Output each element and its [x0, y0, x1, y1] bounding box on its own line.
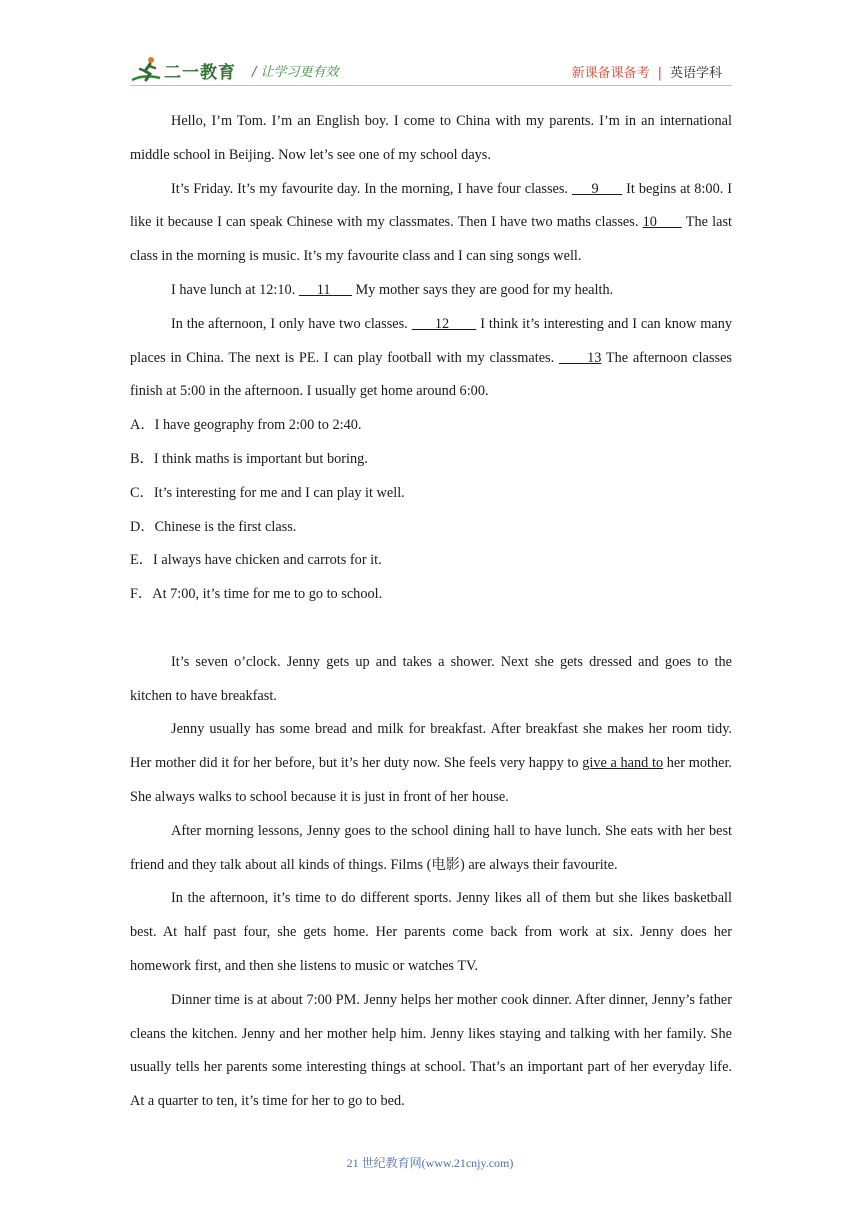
passage1-paragraph	[130, 274, 732, 308]
header-tag: 新课备课备考	[571, 66, 650, 81]
blank-13: 13	[558, 349, 602, 366]
text-run: I have lunch at 12:10.	[171, 281, 299, 298]
section-gap	[130, 612, 732, 646]
text-run: It’s Friday. It’s my favourite day. In the morning, I have four classes.	[171, 180, 572, 197]
header-subject	[572, 62, 722, 81]
text-run: In the afternoon, I only have two classes.	[171, 315, 412, 332]
text-run: My mother says they are good for my health.	[351, 281, 614, 298]
text-run: her mother. She always walks to school because it is just in front of her house.	[130, 755, 732, 805]
text-run: I think it’s interesting and I can know many places in China. The next is PE. I can play football with my classmates.	[130, 315, 732, 366]
slogan: / 让学习更有效	[252, 65, 339, 80]
subject-label: 英语学科	[669, 66, 722, 81]
option-c: C．It’s interesting for me and I can play it well.	[130, 484, 405, 501]
passage2-paragraph: Dinner time is at about 7:00 PM. Jenny helps her mother cook dinner. After dinner, Jenny’s father cleans the kitchen. Jenny and her mother help him. Jenny likes staying and talking with her family. She usually tells her parents some interesting things at school. That’s an important part of her everyday life. At a quarter to ten, it’s time for her to go to bed.	[130, 991, 732, 1110]
logo-text: 二一教育	[164, 62, 236, 83]
passage1-paragraph	[130, 173, 732, 274]
logo	[130, 56, 236, 84]
blank-12: 12	[411, 315, 477, 332]
header-divider	[130, 85, 732, 86]
underlined-phrase: give a hand to	[582, 755, 664, 772]
passage1-paragraph: Hello, I’m Tom. I’m an English boy. I come to China with my parents. I’m in an international middle school in Beijing. Now let’s see one of my school days.	[130, 113, 732, 163]
passage2-paragraph: After morning lessons, Jenny goes to the school dining hall to have lunch. She eats with her best friend and they talk about all kinds of things. Films (电影) are always their favourite.	[130, 822, 732, 873]
passage2-paragraph: In the afternoon, it’s time to do different sports. Jenny likes all of them but she likes basketball best. At half past four, she gets home. Her parents come back from work at six. Jenny does her homework first, and then she listens to music or watches TV.	[130, 890, 732, 974]
passage2-paragraph	[130, 713, 732, 814]
text-run: Jenny usually has some bread and milk for breakfast. After breakfast she makes her room tidy. Her mother did it for her before, but it’s her duty now. She feels very happy to	[130, 721, 732, 772]
text-run: It begins at 8:00. I like it because I can speak Chinese with my classmates. Then I have two maths classes.	[130, 180, 732, 231]
option-a: A．I have geography from 2:00 to 2:40.	[130, 417, 362, 434]
document-body	[130, 105, 732, 1119]
option-e: E．I always have chicken and carrots for it.	[130, 552, 382, 569]
page-footer: 21 世纪教育网(www.21cnjy.com)	[346, 1156, 514, 1170]
blank-9: 9	[571, 180, 623, 197]
option-f: F．At 7:00, it’s time for me to go to school.	[130, 586, 383, 603]
header-separator: |	[657, 66, 662, 81]
text-run: The afternoon classes finish at 5:00 in the afternoon. I usually get home around 6:00.	[130, 349, 732, 400]
blank-10: 10	[642, 214, 682, 231]
passage1-paragraph	[130, 308, 732, 409]
option-b: B．I think maths is important but boring.	[130, 450, 368, 467]
passage2-paragraph: It’s seven o’clock. Jenny gets up and takes a shower. Next she gets dressed and goes to the kitchen to have breakfast.	[130, 653, 732, 704]
runner-logo-icon	[130, 56, 162, 84]
blank-11: 11	[298, 281, 352, 298]
text-run: The last class in the morning is music. It’s my favourite class and I can sing songs well.	[130, 214, 732, 265]
page-header	[130, 52, 732, 88]
option-d: D．Chinese is the first class.	[130, 518, 297, 535]
